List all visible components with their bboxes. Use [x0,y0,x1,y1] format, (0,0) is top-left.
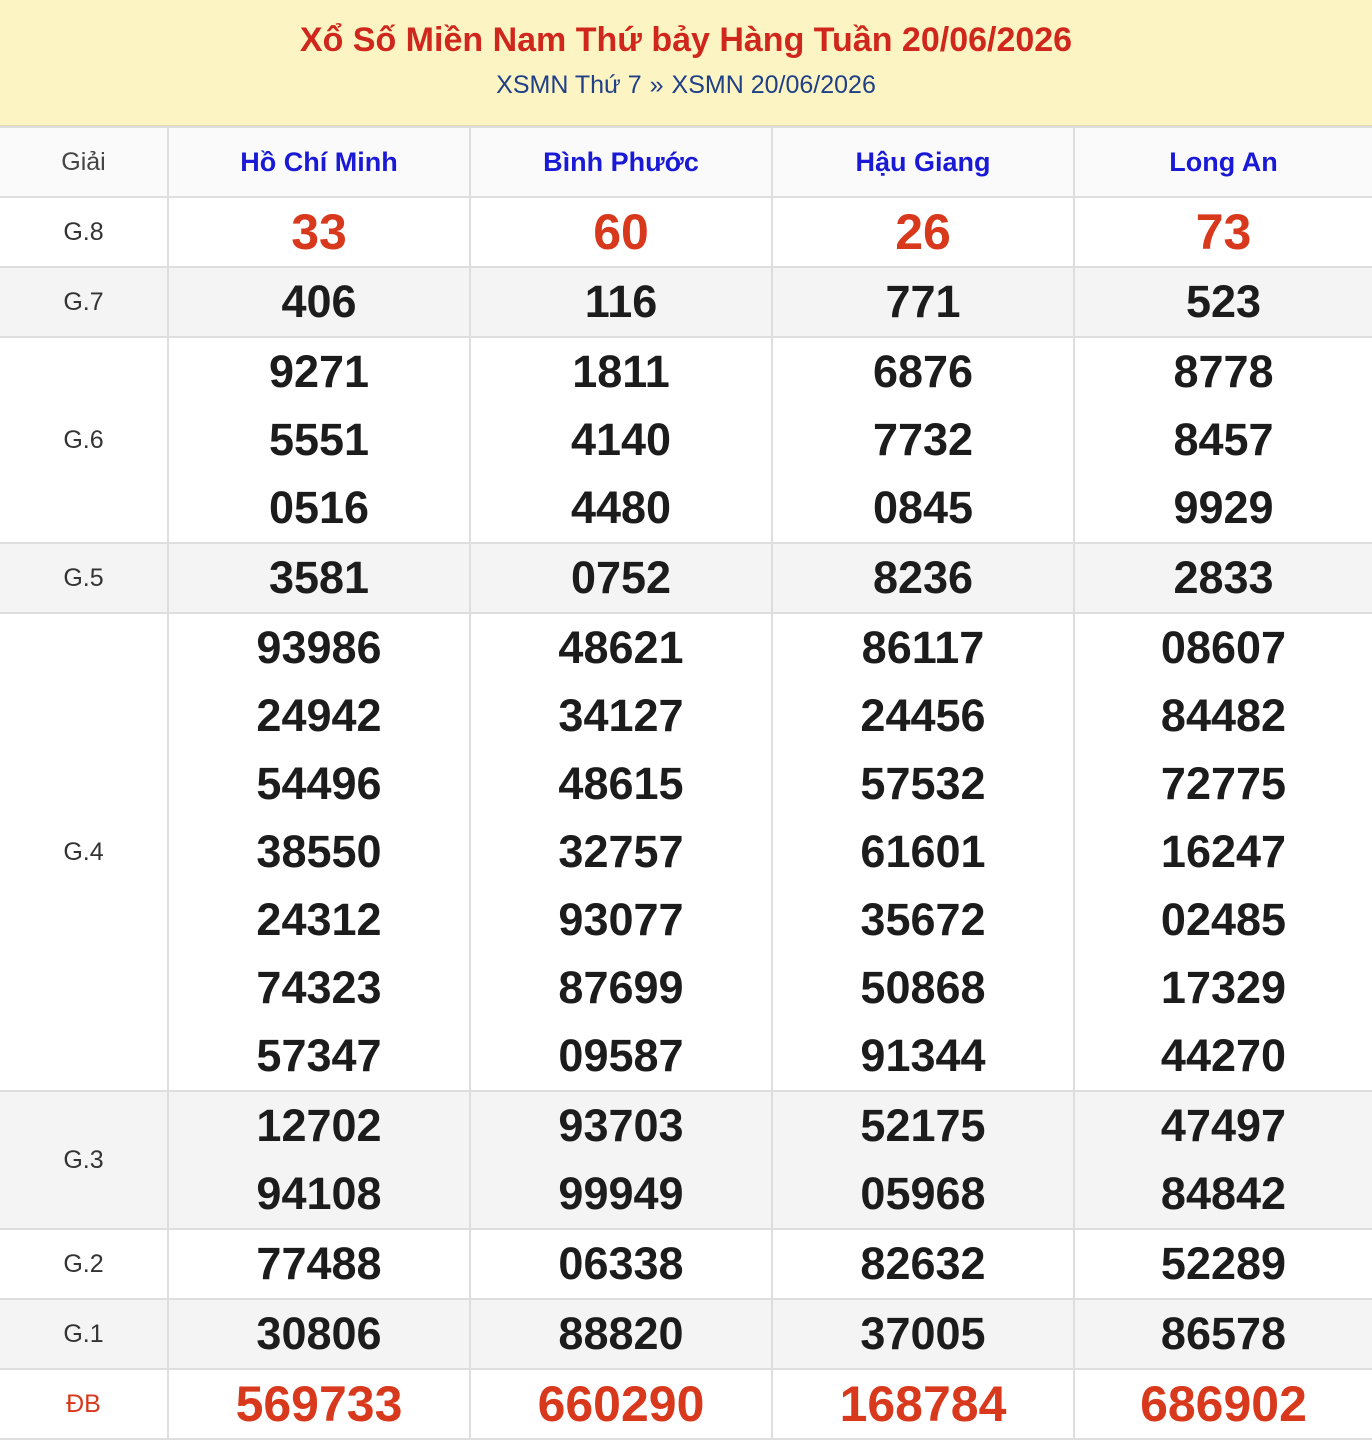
prize-number: 52175 [860,1100,986,1151]
prize-number: 12702 [256,1100,382,1151]
prize-number: 771 [885,276,961,327]
prize-cell [1074,1299,1372,1369]
prize-number: 35672 [860,894,986,945]
prize-number: 99949 [558,1168,684,1219]
prize-number: 57532 [860,758,986,809]
prize-row-g7 [0,267,1372,337]
prize-number: 93077 [558,894,684,945]
prize-cell [168,1299,470,1369]
column-header-province[interactable]: Long An [1074,127,1372,197]
prize-number: 7732 [872,414,974,465]
prize-number: 38550 [256,826,382,877]
prize-cell [168,1091,470,1229]
prize-number: 94108 [256,1168,382,1219]
prize-cell [470,267,772,337]
prize-cell [1074,267,1372,337]
prize-number: 3581 [268,552,370,603]
prize-cell [470,1369,772,1439]
prize-label: G.3 [0,1091,168,1229]
prize-cell [168,337,470,543]
prize-number: 48621 [558,622,684,673]
prize-row-db [0,1369,1372,1439]
page-title: Xổ Số Miền Nam Thứ bảy Hàng Tuần 20/06/2026 [299,21,1073,59]
prize-cell [772,1229,1074,1299]
prize-cell [470,613,772,1091]
prize-cell [1074,543,1372,613]
table-header-row [0,127,1372,197]
prize-cell [168,1369,470,1439]
prize-number: 82632 [860,1238,986,1289]
prize-number: 77488 [256,1238,382,1289]
column-header-province[interactable]: Hậu Giang [772,127,1074,197]
prize-number: 73 [1195,204,1252,260]
prize-number: 84482 [1160,690,1287,741]
prize-row-g2 [0,1229,1372,1299]
prize-number: 50868 [860,962,986,1013]
prize-number: 86578 [1160,1308,1287,1359]
prize-number: 91344 [860,1030,986,1081]
special-prize-number: 686902 [1140,1376,1307,1432]
prize-number: 30806 [256,1308,382,1359]
prize-number: 8457 [1173,414,1274,465]
prize-number: 2833 [1173,552,1274,603]
prize-number: 86117 [861,622,985,673]
prize-label: G.7 [0,267,168,337]
prize-cell [772,337,1074,543]
prize-cell [168,197,470,267]
prize-number: 9929 [1173,482,1274,533]
prize-cell [470,197,772,267]
prize-number: 0752 [570,552,672,603]
breadcrumb [0,70,1372,100]
prize-cell [470,543,772,613]
prize-cell [772,197,1074,267]
prize-number: 08607 [1160,622,1287,673]
prize-number: 84842 [1160,1168,1287,1219]
prize-cell [1074,1091,1372,1229]
prize-number: 47497 [1160,1100,1287,1151]
prize-label: G.4 [0,613,168,1091]
prize-number: 32757 [558,826,684,877]
prize-label: G.1 [0,1299,168,1369]
prize-cell [470,1091,772,1229]
prize-cell [772,1299,1074,1369]
prize-cell [772,613,1074,1091]
prize-number: 44270 [1160,1030,1287,1081]
prize-number: 48615 [558,758,684,809]
prize-number: 1811 [572,346,670,397]
prize-number: 24456 [860,690,986,741]
prize-label: ĐB [0,1369,168,1439]
prize-cell [772,267,1074,337]
special-prize-number: 168784 [839,1376,1007,1432]
prize-number: 54496 [256,758,382,809]
prize-row-g5 [0,543,1372,613]
prize-row-g8 [0,197,1372,267]
page-header [0,0,1372,126]
prize-row-g1 [0,1299,1372,1369]
prize-row-g4 [0,613,1372,1091]
prize-label: G.2 [0,1229,168,1299]
prize-number: 116 [584,276,658,327]
prize-cell [1074,1229,1372,1299]
prize-number: 24312 [256,894,382,945]
prize-number: 17329 [1160,962,1287,1013]
prize-number: 61601 [860,826,986,877]
column-header-province[interactable]: Bình Phước [470,127,772,197]
prize-number: 57347 [256,1030,382,1081]
prize-label: G.5 [0,543,168,613]
prize-number: 93986 [256,622,382,673]
prize-number: 34127 [558,690,684,741]
prize-number: 24942 [256,690,382,741]
prize-number: 33 [291,204,347,260]
prize-cell [1074,197,1372,267]
prize-label: G.8 [0,197,168,267]
prize-cell [1074,613,1372,1091]
prize-number: 52289 [1160,1238,1287,1289]
prize-cell [772,1091,1074,1229]
prize-number: 0845 [872,482,974,533]
prize-number: 5551 [268,414,370,465]
prize-row-g6 [0,337,1372,543]
prize-cell [168,1229,470,1299]
prize-label: G.6 [0,337,168,543]
breadcrumb-link-weekday[interactable]: XSMN Thứ 7 [496,71,642,99]
prize-cell [1074,1369,1372,1439]
prize-number: 37005 [860,1308,986,1359]
prize-cell [168,267,470,337]
prize-row-g3 [0,1091,1372,1229]
special-prize-number: 569733 [235,1376,403,1432]
prize-cell [470,337,772,543]
breadcrumb-link-date[interactable]: XSMN 20/06/2026 [671,71,876,99]
prize-number: 87699 [558,962,684,1013]
prize-number: 16247 [1160,826,1287,877]
prize-number: 4140 [570,414,672,465]
prize-number: 72775 [1160,758,1287,809]
column-header-province[interactable]: Hồ Chí Minh [168,127,470,197]
prize-number: 8236 [872,552,974,603]
prize-cell [168,543,470,613]
breadcrumb-separator: » [649,71,664,99]
prize-number: 93703 [558,1100,684,1151]
prize-number: 05968 [860,1168,986,1219]
prize-number: 8778 [1173,346,1274,397]
prize-cell [1074,337,1372,543]
prize-number: 74323 [256,962,382,1013]
prize-cell [470,1299,772,1369]
prize-number: 9271 [268,346,370,397]
special-prize-number: 660290 [537,1376,705,1432]
prize-cell [470,1229,772,1299]
prize-number: 406 [281,276,357,327]
prize-number: 6876 [872,346,974,397]
prize-cell [772,1369,1074,1439]
results-table [0,126,1372,1440]
prize-number: 06338 [558,1238,684,1289]
prize-number: 88820 [558,1308,684,1359]
prize-number: 09587 [558,1030,684,1081]
prize-number: 0516 [268,482,370,533]
prize-cell [772,543,1074,613]
column-header-prize: Giải [0,127,168,197]
prize-number: 4480 [570,482,672,533]
prize-cell [168,613,470,1091]
prize-number: 26 [895,204,951,260]
prize-number: 523 [1185,276,1262,327]
prize-number: 60 [593,204,649,260]
prize-number: 02485 [1160,894,1287,945]
